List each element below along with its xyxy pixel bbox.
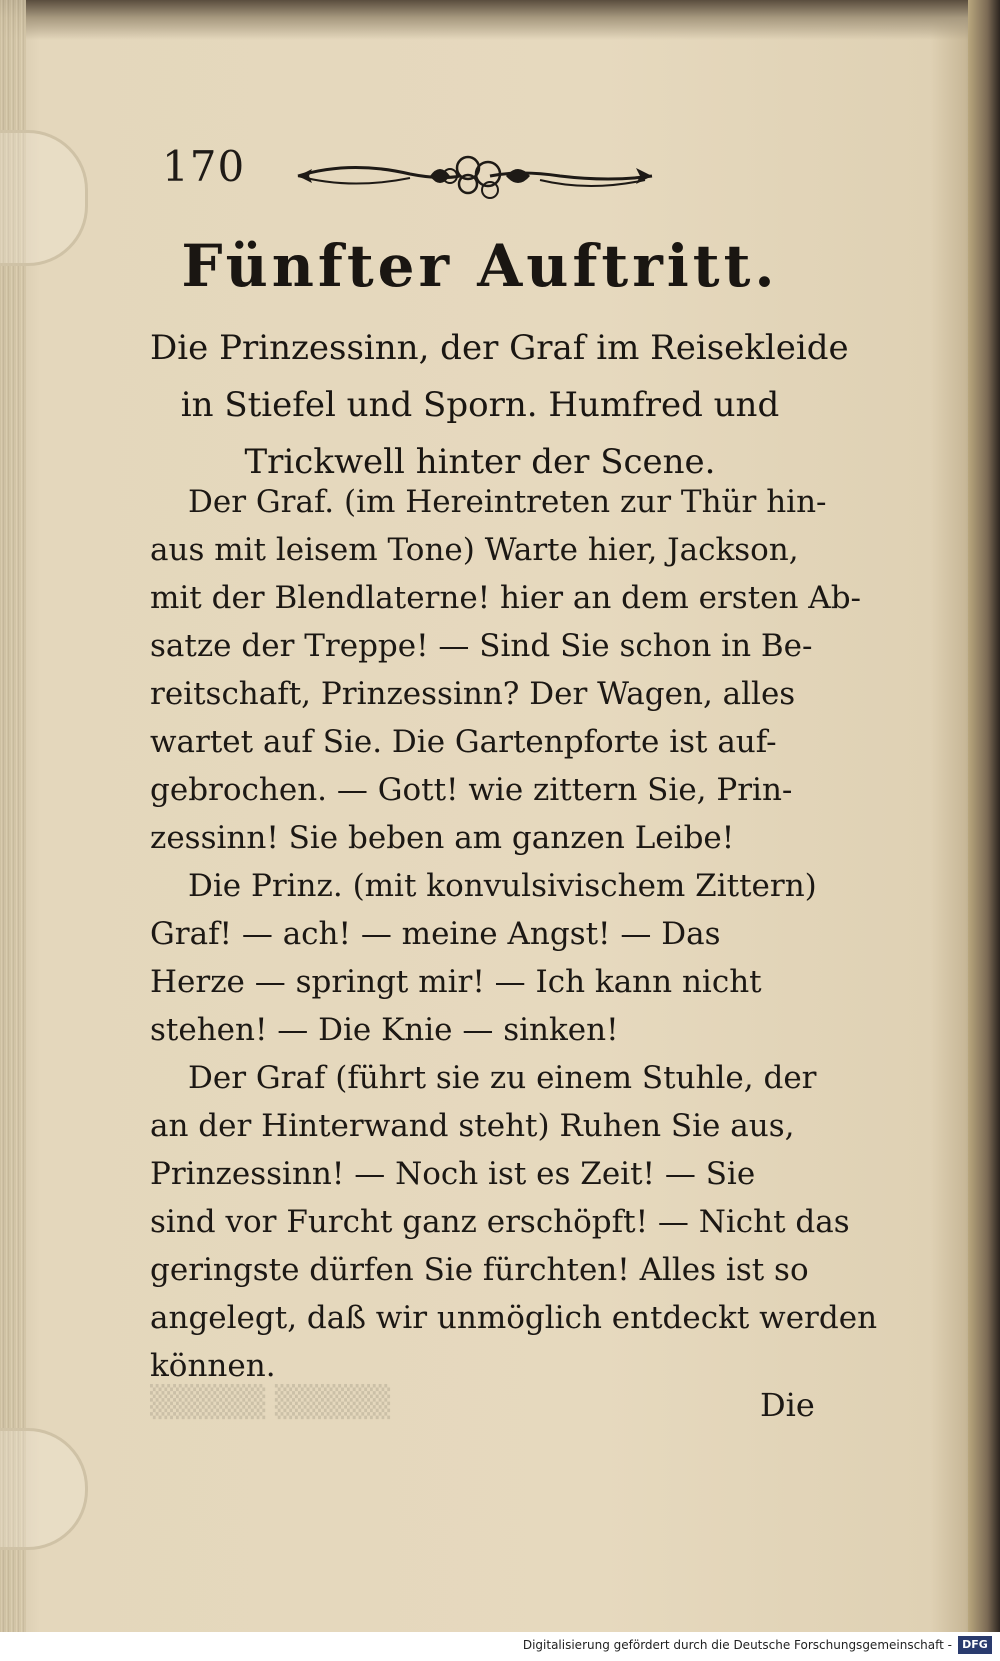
text-line: gebrochen. — Gott! wie zittern Sie, Prin-	[150, 772, 793, 808]
text-line: können.	[150, 1348, 276, 1384]
stage-direction-line: in Stiefel und Sporn. Humfred und	[180, 385, 780, 425]
text-line: reitschaft, Prinzessinn? Der Wagen, alles	[150, 676, 796, 712]
text-line: sind vor Furcht ganz erschöpft! — Nicht das	[150, 1204, 850, 1240]
stage-direction-line: Trickwell hinter der Scene.	[244, 442, 716, 482]
ornament-vignette-icon	[290, 150, 660, 202]
page-number: 170	[162, 142, 246, 191]
stage-direction-line: Die Prinzessinn, der Graf im Reisekleide	[150, 328, 849, 368]
show-through-text: ▒▒▒▒▒ ▒▒▒▒▒	[150, 1385, 391, 1420]
text-line: Der Graf. (im Hereintreten zur Thür hin-	[188, 484, 827, 520]
stage-direction	[150, 320, 849, 491]
text-line: Graf! — ach! — meine Angst! — Das	[150, 916, 721, 952]
text-line: wartet auf Sie. Die Gartenpforte ist auf-	[150, 724, 777, 760]
dialogue-text	[150, 478, 878, 1390]
text-line: Herze — springt mir! — Ich kann nicht	[150, 964, 762, 1000]
text-line: mit der Blendlaterne! hier an dem ersten Ab-	[150, 580, 862, 616]
text-line: geringste dürfen Sie fürchten! Alles ist so	[150, 1252, 809, 1288]
dfg-logo-icon: DFG	[958, 1636, 992, 1654]
page-tab-bottom	[0, 1428, 88, 1550]
text-line: angelegt, daß wir unmöglich entdeckt werden	[150, 1300, 878, 1336]
text-line: aus mit leisem Tone) Warte hier, Jackson,	[150, 532, 799, 568]
text-line: Prinzessinn! — Noch ist es Zeit! — Sie	[150, 1156, 756, 1192]
text-line: stehen! — Die Knie — sinken!	[150, 1012, 619, 1048]
text-line: Der Graf (führt sie zu einem Stuhle, der	[188, 1060, 817, 1096]
text-line: satze der Treppe! — Sind Sie schon in Be-	[150, 628, 813, 664]
book-spine-edge	[968, 0, 1000, 1632]
text-line: Die Prinz. (mit konvulsivischem Zittern)	[188, 868, 817, 904]
funding-credit: Digitalisierung gefördert durch die Deutsche Forschungsgemeinschaft -	[522, 1638, 952, 1652]
catchword: Die	[760, 1386, 815, 1424]
digitization-footer	[0, 1632, 1000, 1661]
text-line: an der Hinterwand steht) Ruhen Sie aus,	[150, 1108, 795, 1144]
text-line: zessinn! Sie beben am ganzen Leibe!	[150, 820, 735, 856]
scene-title: Fünfter Auftritt.	[181, 232, 779, 300]
